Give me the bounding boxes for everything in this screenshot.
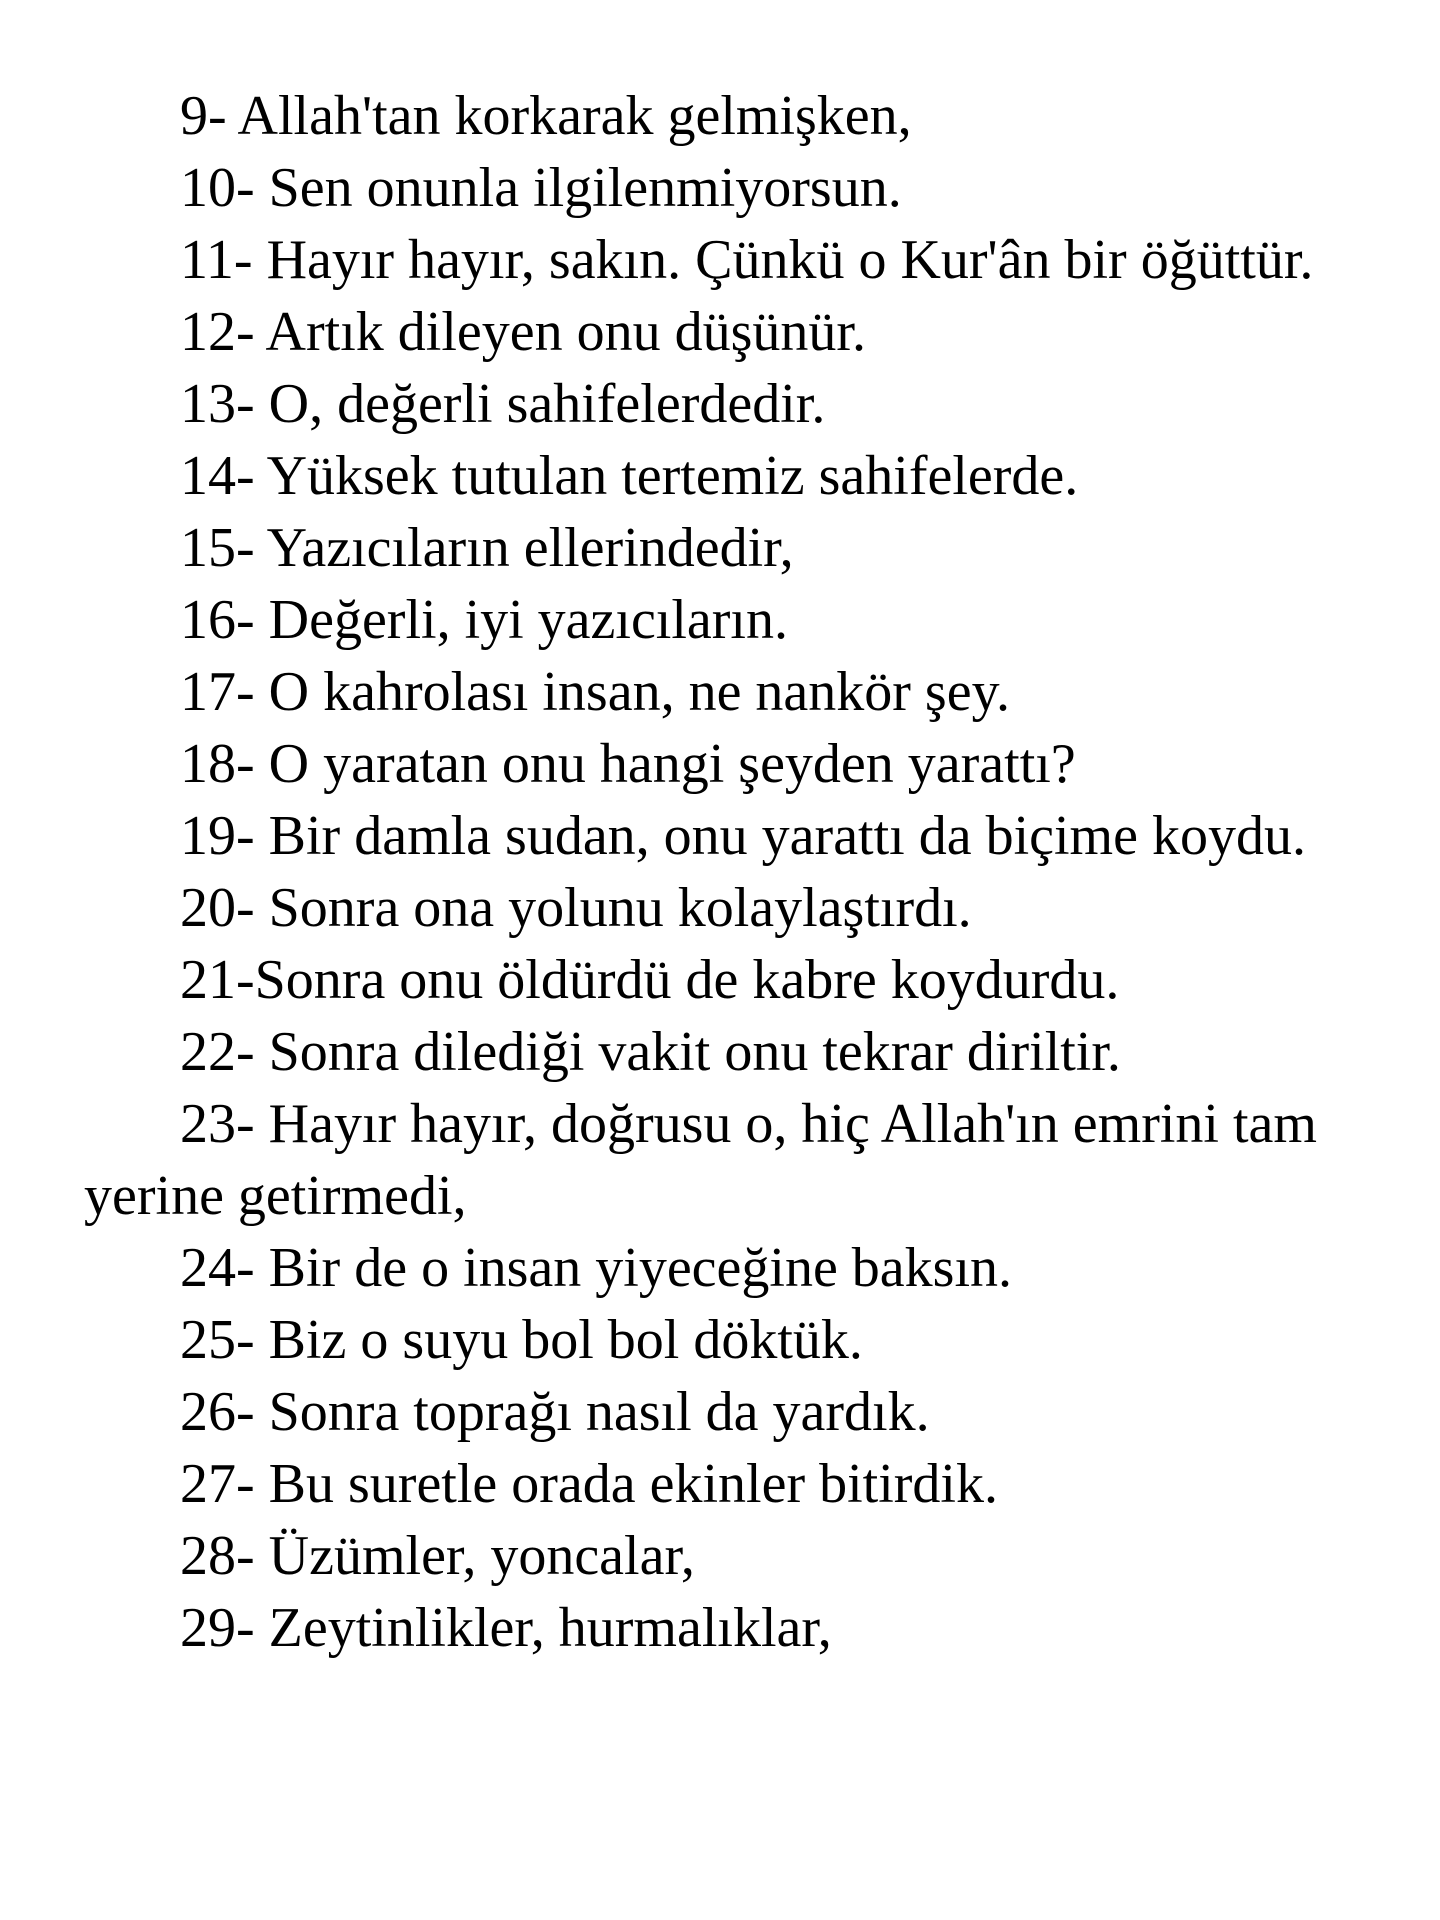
- verse-13: 13- O, değerli sahifelerdedir.: [180, 373, 826, 435]
- verse-9: 9- Allah'tan korkarak gelmişken,: [180, 85, 912, 147]
- verse-25: 25- Biz o suyu bol bol döktük.: [180, 1309, 863, 1371]
- verse-12: 12- Artık dileyen onu düşünür.: [180, 301, 866, 363]
- verse-26: 26- Sonra toprağı nasıl da yardık.: [180, 1381, 930, 1443]
- verse-10: 10- Sen onunla ilgilenmiyorsun.: [180, 157, 902, 219]
- verse-19: 19- Bir damla sudan, onu yarattı da biçime koydu.: [180, 805, 1306, 867]
- verse-17: 17- O kahrolası insan, ne nankör şey.: [180, 661, 1010, 723]
- verse-27: 27- Bu suretle orada ekinler bitirdik.: [180, 1453, 998, 1515]
- verse-28: 28- Üzümler, yoncalar,: [180, 1525, 695, 1587]
- verse-29: 29- Zeytinlikler, hurmalıklar,: [180, 1597, 832, 1659]
- verse-list: [84, 80, 1344, 1664]
- verse-24: 24- Bir de o insan yiyeceğine baksın.: [180, 1237, 1013, 1299]
- verse-22: 22- Sonra dilediği vakit onu tekrar diriltir.: [180, 1021, 1121, 1083]
- verse-21: 21-Sonra onu öldürdü de kabre koydurdu.: [180, 949, 1120, 1011]
- verse-23: 23- Hayır hayır, doğrusu o, hiç Allah'ın emrini tam yerine getirmedi,: [84, 1093, 1317, 1227]
- verse-15: 15- Yazıcıların ellerindedir,: [180, 517, 794, 579]
- verse-18: 18- O yaratan onu hangi şeyden yarattı?: [180, 733, 1076, 795]
- verse-11: 11- Hayır hayır, sakın. Çünkü o Kur'ân bir öğüttür.: [180, 229, 1314, 291]
- verse-20: 20- Sonra ona yolunu kolaylaştırdı.: [180, 877, 972, 939]
- verse-14: 14- Yüksek tutulan tertemiz sahifelerde.: [180, 445, 1079, 507]
- verse-16: 16- Değerli, iyi yazıcıların.: [180, 589, 788, 651]
